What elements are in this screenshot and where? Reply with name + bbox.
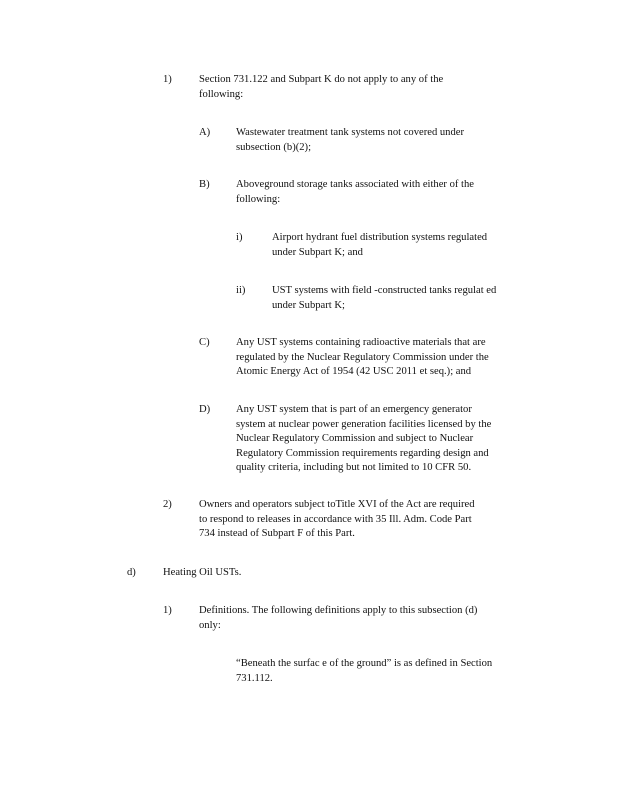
item-1-text xyxy=(199,73,479,102)
text-line: Aboveground storage tanks associated with either of the xyxy=(236,179,474,190)
text-line: Atomic Energy Act of 1954 (42 USC 2011 et seq.); and xyxy=(236,366,472,377)
item-B-label: B) xyxy=(199,179,210,190)
text-line: following: xyxy=(236,193,281,205)
text-line: Nuclear Regulatory Commission and subject to Nuclear xyxy=(236,433,474,444)
item-d-heading: Heating Oil USTs. xyxy=(163,567,242,578)
item-C-label: C) xyxy=(199,337,210,348)
text-line: only: xyxy=(199,619,221,631)
item-Bii-text xyxy=(272,284,522,313)
text-line: Airport hydrant fuel distribution systems regulated xyxy=(272,232,488,243)
text-line: quality criteria, including but not limited to 10 CFR 50. xyxy=(236,462,472,473)
text-line: UST systems with field -constructed tanks regulat ed xyxy=(272,285,497,296)
item-1-label: 1) xyxy=(163,74,172,85)
item-D-label: D) xyxy=(199,404,211,415)
text-line: Wastewater treatment tank systems not covered under xyxy=(236,127,465,138)
text-line: Section 731.122 and Subpart K do not apply to any of the xyxy=(199,74,444,85)
text-line: under Subpart K; and xyxy=(272,246,363,258)
item-D-text xyxy=(236,403,526,476)
text-line: Any UST system that is part of an emergency generator xyxy=(236,404,472,415)
text-line: 734 instead of Subpart F of this Part. xyxy=(199,528,355,539)
text-line: Owners and operators subject toTitle XVI of the Act are required xyxy=(199,499,475,510)
definition-text xyxy=(236,657,521,686)
text-line: to respond to releases in accordance with 35 Ill. Adm. Code Part xyxy=(199,513,472,525)
text-line: system at nuclear power generation facilities licensed by the xyxy=(236,418,492,430)
item-d-label: d) xyxy=(127,567,136,578)
item-A-label: A) xyxy=(199,127,211,138)
text-line: “Beneath the surfac e of the ground” is as defined in Section xyxy=(236,658,493,669)
text-line: Definitions. The following definitions apply to this subsection (d) xyxy=(199,605,478,616)
text-line: Regulatory Commission requirements regarding design and xyxy=(236,447,489,459)
text-line: following: xyxy=(199,88,244,100)
item-Bi-label: i) xyxy=(236,232,243,243)
item-Bi-text xyxy=(272,231,512,260)
item-d1-label: 1) xyxy=(163,605,172,616)
item-2-text xyxy=(199,498,514,542)
text-line: under Subpart K; xyxy=(272,299,345,311)
item-C-text xyxy=(236,336,526,380)
item-d1-text xyxy=(199,604,517,633)
item-A-text xyxy=(236,126,496,155)
text-line: 731.112. xyxy=(236,672,273,684)
text-line: regulated by the Nuclear Regulatory Commission under the xyxy=(236,351,489,363)
item-2-label: 2) xyxy=(163,499,172,510)
text-line: Any UST systems containing radioactive materials that are xyxy=(236,337,486,348)
item-Bii-label: ii) xyxy=(236,285,246,296)
text-line: subsection (b)(2); xyxy=(236,141,312,153)
item-B-text xyxy=(236,178,506,207)
